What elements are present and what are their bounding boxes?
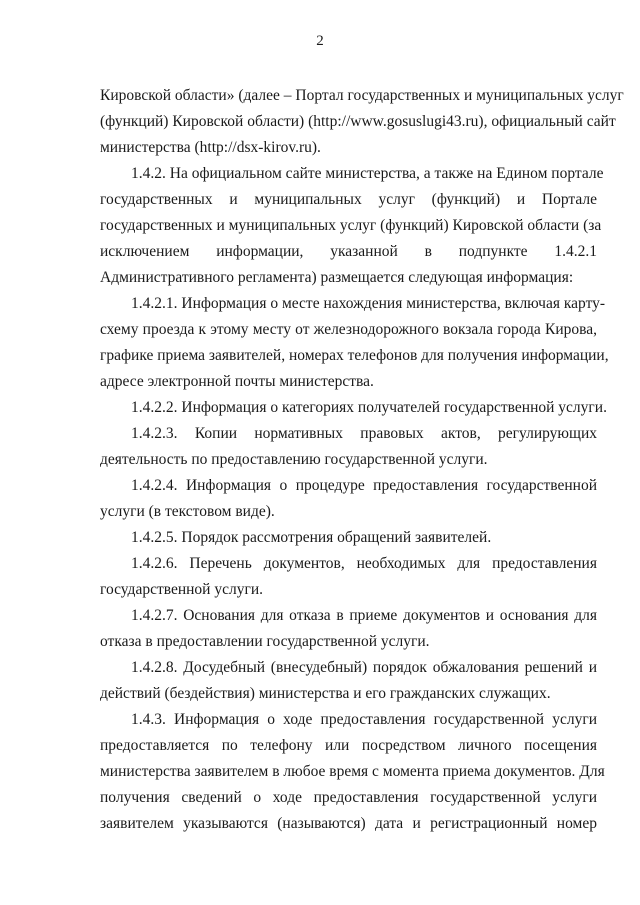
text-line: 1.4.2.3. Копии нормативных правовых актов, регулирующих (131, 425, 597, 442)
page-number: 2 (316, 33, 324, 49)
text-line: (функций) Кировской области) (http://www.gosuslugi43.ru), официальный сайт (100, 113, 616, 130)
text-line: действий (бездействия) министерства и его гражданских служащих. (100, 685, 551, 702)
text-line: заявителем указываются (называются) дата и регистрационный номер (100, 815, 597, 832)
text-line: Кировской области» (далее – Портал государственных и муниципальных услуг (100, 87, 624, 104)
text-line: государственных и муниципальных услуг (функций) Кировской области (за (100, 217, 602, 234)
text-line: 1.4.2.7. Основания для отказа в приеме документов и основания для (131, 607, 597, 624)
text-line: схему проезда к этому месту от железнодорожного вокзала города Кирова, (100, 321, 597, 338)
text-line: деятельность по предоставлению государственной услуги. (100, 451, 488, 468)
text-line: услуги (в текстовом виде). (100, 503, 275, 520)
text-line: Административного регламента) размещается следующая информация: (100, 269, 574, 286)
text-line: предоставляется по телефону или посредством личного посещения (100, 737, 597, 754)
text-line: исключением информации, указанной в подпункте 1.4.2.1 (100, 243, 597, 260)
text-line: государственной услуги. (100, 581, 263, 598)
text-line: адресе электронной почты министерства. (100, 373, 374, 390)
text-line: министерства заявителем в любое время с момента приема документов. Для (100, 763, 605, 780)
text-line: получения сведений о ходе предоставления государственной услуги (100, 789, 597, 806)
text-line: графике приема заявителей, номерах телефонов для получения информации, (100, 347, 609, 364)
text-line: 1.4.2.8. Досудебный (внесудебный) порядок обжалования решений и (131, 659, 597, 676)
text-line: 1.4.2.2. Информация о категориях получателей государственной услуги. (131, 399, 607, 416)
text-line: государственных и муниципальных услуг (функций) и Портале (100, 191, 597, 208)
text-line: 1.4.2.1. Информация о месте нахождения министерства, включая карту- (131, 295, 606, 312)
text-line: министерства (http://dsx-kirov.ru). (100, 139, 321, 156)
text-line: 1.4.3. Информация о ходе предоставления государственной услуги (131, 711, 597, 728)
text-line: 1.4.2.5. Порядок рассмотрения обращений заявителей. (131, 529, 492, 546)
text-line: 1.4.2. На официальном сайте министерства, а также на Едином портале (131, 165, 604, 182)
text-line: отказа в предоставлении государственной услуги. (100, 633, 430, 650)
text-line: 1.4.2.4. Информация о процедуре предоставления государственной (131, 477, 597, 494)
text-line: 1.4.2.6. Перечень документов, необходимых для предоставления (131, 555, 597, 572)
